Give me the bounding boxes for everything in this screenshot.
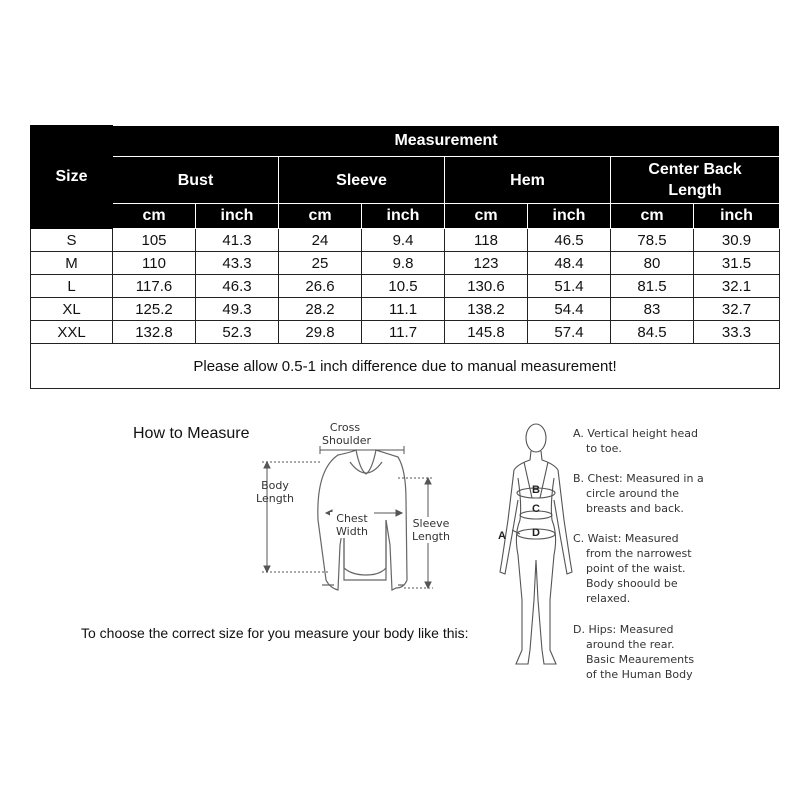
group-header-sleeve: Sleeve [279, 157, 445, 204]
sleeve-length-label-line: Length [412, 530, 450, 543]
legend-item-c [573, 531, 723, 606]
body-length-label-line: Length [256, 492, 294, 505]
value-cell: 78.5 [611, 229, 694, 252]
body-letter-a: A [498, 530, 506, 542]
value-cell: 41.3 [196, 229, 279, 252]
value-cell: 43.3 [196, 252, 279, 275]
value-cell: 30.9 [694, 229, 780, 252]
unit-header: cm [279, 204, 362, 229]
legend-item-d [573, 622, 723, 682]
value-cell: 110 [113, 252, 196, 275]
value-cell: 130.6 [445, 275, 528, 298]
sleeve-length-label [408, 517, 454, 543]
value-cell: 25 [279, 252, 362, 275]
legend-line: to toe. [586, 442, 622, 455]
unit-header: inch [528, 204, 611, 229]
legend-line: Basic Meaurements [586, 653, 695, 666]
size-cell: M [31, 252, 113, 275]
value-cell: 145.8 [445, 321, 528, 344]
group-header-bust: Bust [113, 157, 279, 204]
value-cell: 31.5 [694, 252, 780, 275]
value-cell: 33.3 [694, 321, 780, 344]
size-column-header: Size [31, 126, 113, 229]
value-cell: 24 [279, 229, 362, 252]
value-cell: 32.1 [694, 275, 780, 298]
legend-line: breasts and back. [586, 502, 684, 515]
chest-width-label-line: Width [336, 525, 368, 538]
choose-size-instruction: To choose the correct size for you measure your body like this: [81, 625, 469, 641]
body-letter-c: C [532, 503, 540, 515]
value-cell: 105 [113, 229, 196, 252]
cross-shoulder-dimension [320, 446, 404, 454]
value-cell: 80 [611, 252, 694, 275]
legend-line: of the Human Body [586, 668, 693, 681]
measurement-header: Measurement [113, 126, 780, 157]
value-cell: 138.2 [445, 298, 528, 321]
value-cell: 81.5 [611, 275, 694, 298]
legend-item-a [573, 426, 723, 456]
value-cell: 117.6 [113, 275, 196, 298]
body-letter-b: B [532, 484, 540, 496]
unit-header: cm [113, 204, 196, 229]
unit-header: inch [694, 204, 780, 229]
size-cell: S [31, 229, 113, 252]
cross-shoulder-label-line: Shoulder [322, 434, 371, 447]
value-cell: 32.7 [694, 298, 780, 321]
chest-width-label [330, 512, 374, 538]
group-header-hem: Hem [445, 157, 611, 204]
value-cell: 46.5 [528, 229, 611, 252]
size-cell: L [31, 275, 113, 298]
legend-line: Body shoould be [586, 577, 678, 590]
legend-item-b [573, 471, 723, 516]
size-cell: XXL [31, 321, 113, 344]
chest-width-label-line: Chest [336, 512, 368, 525]
value-cell: 28.2 [279, 298, 362, 321]
body-length-label [254, 479, 296, 505]
legend-line: A. Vertical height head [573, 427, 699, 440]
center-back-length-text: Center Back Length [648, 161, 742, 199]
body-figure-illustration [500, 424, 572, 664]
legend-line: from the narrowest [586, 547, 692, 560]
value-cell: 11.7 [362, 321, 445, 344]
sleeve-length-label-line: Sleeve [412, 517, 450, 530]
value-cell: 83 [611, 298, 694, 321]
value-cell: 46.3 [196, 275, 279, 298]
value-cell: 9.4 [362, 229, 445, 252]
cross-shoulder-label [322, 421, 371, 447]
unit-header: cm [445, 204, 528, 229]
value-cell: 51.4 [528, 275, 611, 298]
legend-line: circle around the [586, 487, 679, 500]
measurement-note: Please allow 0.5-1 inch difference due to manual measurement! [31, 344, 780, 389]
body-letter-d: D [532, 527, 540, 539]
value-cell: 125.2 [113, 298, 196, 321]
value-cell: 11.1 [362, 298, 445, 321]
unit-header: inch [196, 204, 279, 229]
value-cell: 9.8 [362, 252, 445, 275]
legend-line: B. Chest: Measured in a [573, 472, 704, 485]
value-cell: 132.8 [113, 321, 196, 344]
value-cell: 26.6 [279, 275, 362, 298]
value-cell: 48.4 [528, 252, 611, 275]
value-cell: 52.3 [196, 321, 279, 344]
legend-line: C. Waist: Measured [573, 532, 679, 545]
unit-header: cm [611, 204, 694, 229]
legend-line: D. Hips: Measured [573, 623, 674, 636]
legend-line: around the rear. [586, 638, 675, 651]
size-cell: XL [31, 298, 113, 321]
how-to-measure-heading: How to Measure [133, 425, 250, 442]
value-cell: 118 [445, 229, 528, 252]
value-cell: 123 [445, 252, 528, 275]
body-length-label-line: Body [261, 479, 289, 492]
legend-line: point of the waist. [586, 562, 686, 575]
value-cell: 54.4 [528, 298, 611, 321]
unit-header: inch [362, 204, 445, 229]
value-cell: 49.3 [196, 298, 279, 321]
value-cell: 29.8 [279, 321, 362, 344]
value-cell: 57.4 [528, 321, 611, 344]
legend-line: relaxed. [586, 592, 631, 605]
value-cell: 84.5 [611, 321, 694, 344]
value-cell: 10.5 [362, 275, 445, 298]
cross-shoulder-label-line: Cross [329, 421, 361, 434]
